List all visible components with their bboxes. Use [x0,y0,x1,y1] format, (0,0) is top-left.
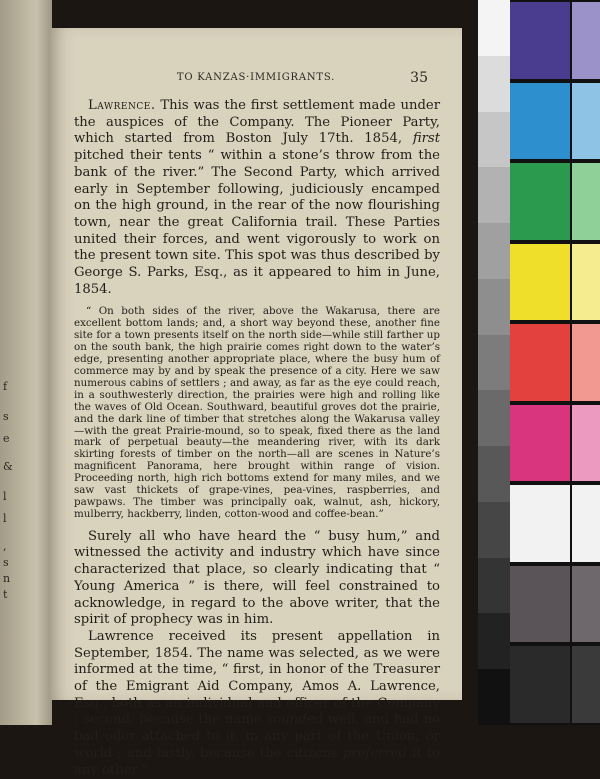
gray-patch [478,446,510,502]
color-swatch-primary [510,163,570,240]
page-header [50,70,462,88]
gray-scale-strip [478,0,510,725]
gray-patch [478,112,510,168]
paragraph-lead-word: Lawrence. [88,98,156,113]
block-quote: “ On both sides of the river, above the Wakarusa, there are excellent bottom lands; and, a short way beyond these, another fine site for a town presents itself on the north side—while still farther up on the south bank, the high prairie comes right down to the water’s edge, presenting another appropriate place, where the busy hum of commerce may by and by speak the presence of a city. Here we saw numerous cabins of settlers ; and away, as far as the eye could reach, in a southwesterly direction, the prairies were high and rolling like the waves of Old Ocean. Southward, beautiful groves dot the prairie, and the dark line of timber that stretches along the Wakarusa valley—with the great Prairie-mound, so to speak, fixed there as the land mark of perpetual beauty—the meandering river, with its dark skirting forests of timber on the north—all are scenes in Nature’s magnificent Panorama, here brought within range of vision. Proceeding north, high rich bottoms extend for many miles, and we saw vast thickets of grape-vines, pea-vines, raspberries, and pawpaws. The timber was principally oak, walnut, ash, hickory, mulberry, hackberry, linden, cotton-wood and coffee-bean.” [74,305,440,520]
facing-page-fragment: l [3,490,7,503]
color-swatch-tint [572,324,600,401]
color-swatch-primary [510,566,570,643]
facing-page-fragment: e [3,432,10,445]
gray-patch [478,56,510,112]
gray-patch [478,613,510,669]
facing-page-edge [0,0,52,725]
paragraph-name-origin [74,629,440,779]
facing-page-fragment: , [3,540,7,553]
color-swatch [510,324,600,401]
color-swatch-primary [510,405,570,482]
gray-patch [478,279,510,335]
facing-page-fragment: s [3,410,9,423]
facing-page-fragment: t [3,588,8,601]
facing-page-fragment: s [3,556,9,569]
facing-page-fragment: f [3,380,8,393]
facing-page-fragment: & [3,460,13,473]
color-swatch-primary [510,2,570,79]
color-swatch-primary [510,324,570,401]
paragraph-text: Lawrence received its present appellation in September, 1854. The name was selected, as we were informed at the time, “ first, in honor of the Treasurer of the Emigrant Aid Company, Amos A. Lawrence, Esq., both as an individual and officer of the Company ; second, because the name [74,628,440,728]
color-swatch-strip [510,0,600,725]
facing-page-fragment: l [3,512,7,525]
color-swatch-primary [510,485,570,562]
color-swatch-primary [510,83,570,160]
color-swatch-tint [572,163,600,240]
color-swatch-primary [510,244,570,321]
book-page [50,28,462,778]
paragraph-text: it to any other.” [74,745,440,778]
color-swatch [510,163,600,240]
color-swatch-tint [572,244,600,321]
gray-patch [478,390,510,446]
paragraph-text: pitched their tents “ within a stone’s throw from the bank of the river.” The Second Party, which arrived early in September following, judiciously encamped on the high ground, in the rear of the now flourishing town, near the great California trail. These Parties united their forces, and went vigorously to work on the present town site. This spot was thus described by George S. Parks, Esq., as it appeared to him in June, 1854. [74,148,440,297]
gray-patch [478,502,510,558]
color-swatch [510,485,600,562]
color-swatch-tint [572,485,600,562]
running-head: TO KANZAS·IMMIGRANTS. [176,72,336,83]
paragraph-busy-hum: Surely all who have heard the “ busy hum,” and witnessed the activity and industry which have since characterized that place, so clearly indicating that “ Young America ” is there, will feel constrained to acknowledge, in regard to the above writer, that the spirit of prophecy was in him. [74,528,440,628]
gray-patch [478,0,510,56]
emphasized-word: sounded [266,712,323,728]
gray-patch [478,669,510,725]
color-swatch [510,2,600,79]
color-calibration-target [478,0,600,725]
facing-page-fragment: n [3,572,11,585]
page-body [74,98,440,779]
paragraph-text: This was the first settlement made under the auspices of the Company. The Pioneer Party, which started from Boston July 17th. 1854, [74,98,440,147]
color-swatch-tint [572,2,600,79]
paragraph-lawrence-settlement [74,98,440,298]
color-swatch [510,244,600,321]
paragraph-text: well, and had no bad odor attached to it, in any part of the Union, or world ; and lastly, because the citizens [74,712,441,761]
color-swatch [510,566,600,643]
emphasized-word: first [412,131,440,147]
gray-patch [478,167,510,223]
color-swatch-tint [572,566,600,643]
gray-patch [478,335,510,391]
color-swatch-tint [572,405,600,482]
color-swatch-tint [572,646,600,723]
page-number: 35 [410,70,428,86]
color-swatch-primary [510,646,570,723]
color-swatch [510,646,600,723]
color-swatch-tint [572,83,600,160]
emphasized-word: preferred [342,745,407,761]
color-swatch [510,83,600,160]
gray-patch [478,223,510,279]
gray-patch [478,558,510,614]
color-swatch [510,405,600,482]
